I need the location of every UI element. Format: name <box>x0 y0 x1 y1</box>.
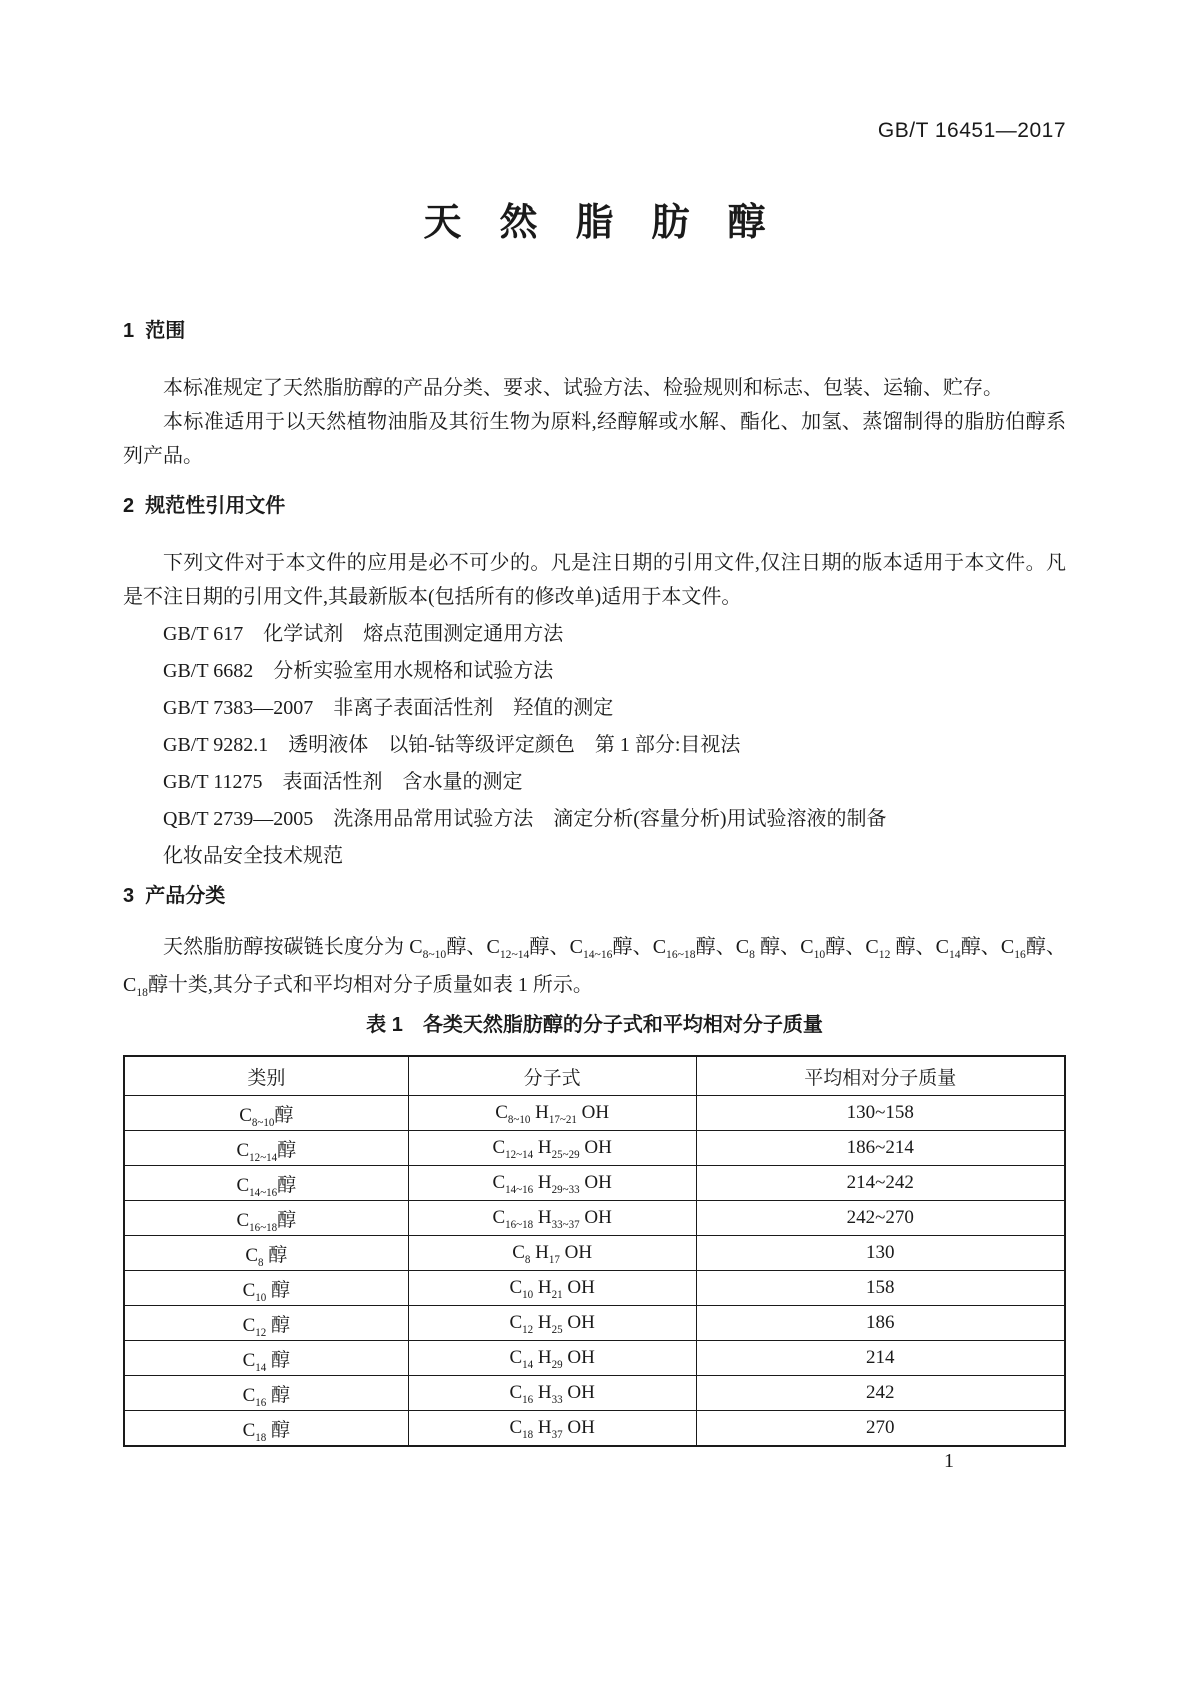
category-cell: $C_{12\sim 14}$醇 <box>124 1131 408 1166</box>
formula-cell: $C_8$ $H_{17}$ OH <box>408 1236 696 1271</box>
table-row <box>124 1271 1065 1306</box>
category-cell: $C_{18}$ 醇 <box>124 1411 408 1447</box>
table-row <box>124 1166 1065 1201</box>
reference-item: GB/T 11275 表面活性剂 含水量的测定 <box>163 771 523 793</box>
table-row <box>124 1341 1065 1376</box>
section-2-paragraph-1: 下列文件对于本文件的应用是必不可少的。凡是注日期的引用文件,仅注日期的版本适用于本文件。凡是不注日期的引用文件,其最新版本(包括所有的修改单)适用于本文件。 <box>123 552 1066 608</box>
mass-cell: 242 <box>696 1376 1065 1411</box>
category-cell: $C_{16\sim 18}$醇 <box>124 1201 408 1236</box>
mass-cell: 186 <box>696 1306 1065 1341</box>
document-title: 天 然 脂 肪 醇 <box>423 202 766 244</box>
table-row <box>124 1096 1065 1131</box>
mass-cell: 214 <box>696 1341 1065 1376</box>
formula-cell: $C_{18}$ $H_{37}$ OH <box>408 1411 696 1447</box>
mass-cell: 186~214 <box>696 1131 1065 1166</box>
reference-item: 化妆品安全技术规范 <box>163 845 343 867</box>
mass-cell: 130 <box>696 1236 1065 1271</box>
section-3-heading: 3 产品分类 <box>123 885 226 907</box>
mass-cell: 158 <box>696 1271 1065 1306</box>
table-header-mass: 平均相对分子质量 <box>696 1056 1065 1096</box>
table-header-row <box>124 1056 1065 1096</box>
table-row <box>124 1131 1065 1166</box>
mass-cell: 270 <box>696 1411 1065 1447</box>
table-header-category: 类别 <box>124 1056 408 1096</box>
page-number: 1 <box>944 1450 954 1472</box>
table-row <box>124 1411 1065 1447</box>
category-cell: $C_{8\sim 10}$醇 <box>124 1096 408 1131</box>
standard-number: GB/T 16451—2017 <box>877 119 1066 142</box>
table-row <box>124 1201 1065 1236</box>
formula-cell: $C_{12\sim 14}$ $H_{25\sim 29}$ OH <box>408 1131 696 1166</box>
category-cell: $C_8$ 醇 <box>124 1236 408 1271</box>
section-3-paragraph-1: 天然脂肪醇按碳链长度分为 $C_{8\sim 10}$醇、$C_{12\sim 14}$醇、$C_{14\sim 16}$醇、$C_{16\sim 18}$醇、$C_8$ 醇、$C_{10}$醇、$C_{12}$ 醇、$C_{14}$醇、$C_{16}$醇、$C_{18}$醇十类,其分子式和平均相对分子质量如表 1 所示。 <box>123 936 1066 999</box>
mass-cell: 130~158 <box>696 1096 1065 1131</box>
table-row <box>124 1376 1065 1411</box>
reference-item: GB/T 6682 分析实验室用水规格和试验方法 <box>163 660 554 682</box>
category-cell: $C_{10}$ 醇 <box>124 1271 408 1306</box>
formula-cell: $C_{14\sim 16}$ $H_{29\sim 33}$ OH <box>408 1166 696 1201</box>
mass-cell: 242~270 <box>696 1201 1065 1236</box>
category-cell: $C_{16}$ 醇 <box>124 1376 408 1411</box>
formula-cell: $C_{10}$ $H_{21}$ OH <box>408 1271 696 1306</box>
formula-cell: $C_{14}$ $H_{29}$ OH <box>408 1341 696 1376</box>
category-cell: $C_{14}$ 醇 <box>124 1341 408 1376</box>
section-2-heading: 2 规范性引用文件 <box>123 495 286 517</box>
formula-cell: $C_{12}$ $H_{25}$ OH <box>408 1306 696 1341</box>
formula-cell: $C_{16\sim 18}$ $H_{33\sim 37}$ OH <box>408 1201 696 1236</box>
reference-item: GB/T 9282.1 透明液体 以铂-钴等级评定颜色 第 1 部分:目视法 <box>163 734 741 756</box>
category-cell: $C_{12}$ 醇 <box>124 1306 408 1341</box>
table-1-caption: 表 1 各类天然脂肪醇的分子式和平均相对分子质量 <box>366 1014 823 1036</box>
category-cell: $C_{14\sim 16}$醇 <box>124 1166 408 1201</box>
table-1 <box>123 1055 1066 1447</box>
section-1-paragraph-1: 本标准规定了天然脂肪醇的产品分类、要求、试验方法、检验规则和标志、包装、运输、贮存。 <box>163 377 1003 399</box>
mass-cell: 214~242 <box>696 1166 1065 1201</box>
section-1-paragraph-2: 本标准适用于以天然植物油脂及其衍生物为原料,经醇解或水解、酯化、加氢、蒸馏制得的脂肪伯醇系列产品。 <box>123 411 1066 467</box>
table-body <box>124 1096 1065 1447</box>
reference-item: QB/T 2739—2005 洗涤用品常用试验方法 滴定分析(容量分析)用试验溶液的制备 <box>163 808 887 830</box>
reference-item: GB/T 617 化学试剂 熔点范围测定通用方法 <box>163 623 564 645</box>
section-1-heading: 1 范围 <box>123 320 186 342</box>
reference-item: GB/T 7383—2007 非离子表面活性剂 羟值的测定 <box>163 697 614 719</box>
reference-list <box>123 616 1066 875</box>
formula-cell: $C_{8\sim 10}$ $H_{17\sim 21}$ OH <box>408 1096 696 1131</box>
table-row <box>124 1306 1065 1341</box>
formula-cell: $C_{16}$ $H_{33}$ OH <box>408 1376 696 1411</box>
table-row <box>124 1236 1065 1271</box>
table-header-formula: 分子式 <box>408 1056 696 1096</box>
